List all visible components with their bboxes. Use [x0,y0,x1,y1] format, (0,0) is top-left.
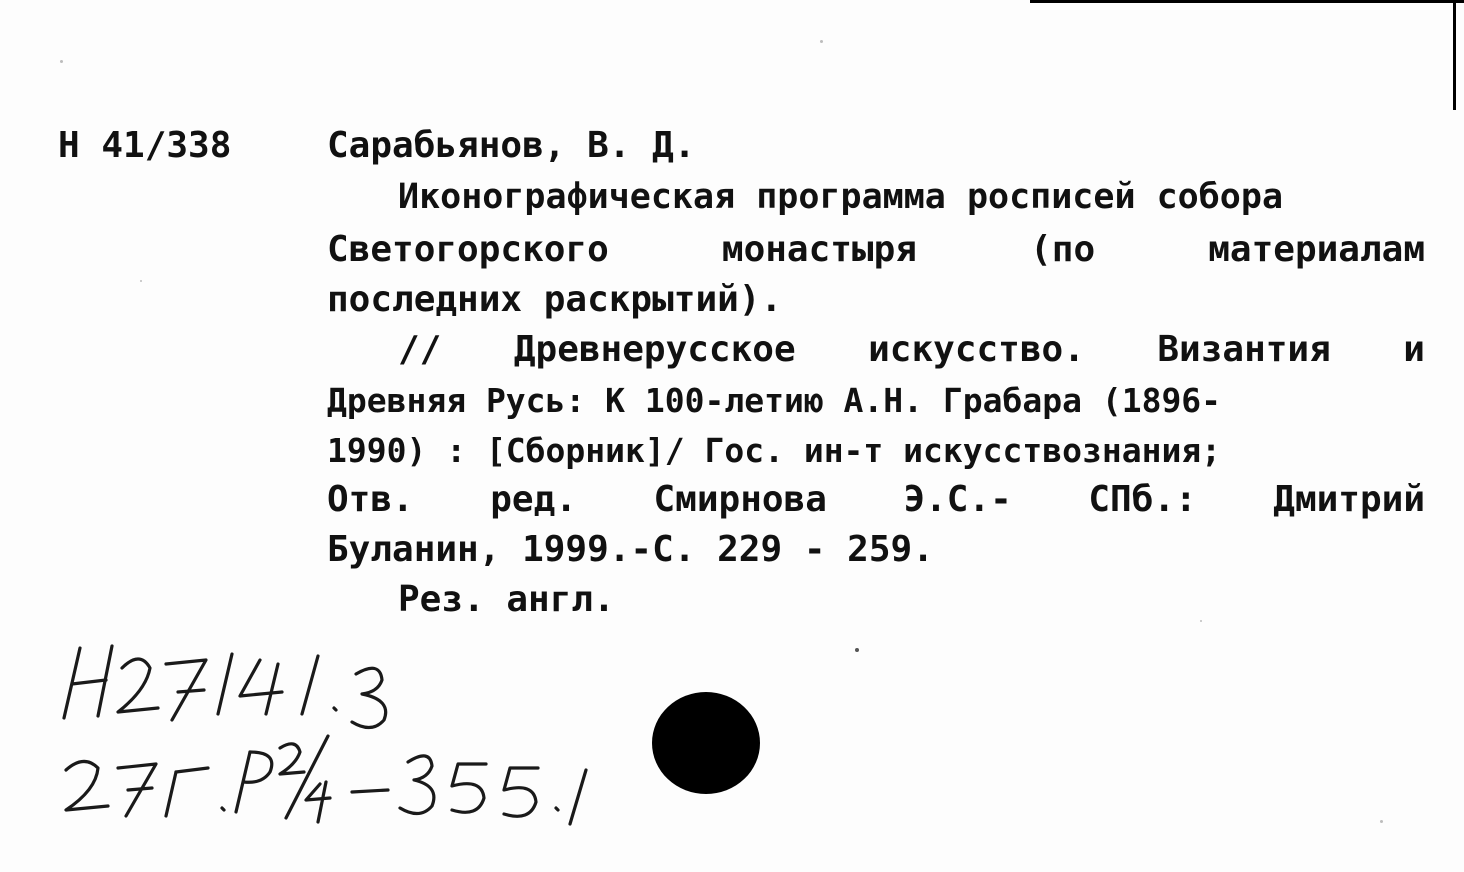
shelfmark: Н 41/338 [58,125,232,166]
hand-stroke [128,788,152,790]
hand-stroke [452,764,486,812]
hand-stroke [222,808,224,810]
hand-stroke [266,664,278,714]
source-word: Византия [1157,329,1331,370]
title-line-3: последних раскрытий). [327,279,783,320]
source-word: // [398,329,442,370]
hand-stroke [570,770,586,824]
title-word: (по [1030,229,1096,270]
hand-stroke [504,768,538,816]
source-word: ред. [490,479,577,520]
hand-stroke [178,690,204,692]
source-word: искусство. [868,329,1085,370]
summary-note: Рез. англ. [398,579,615,620]
hand-stroke [400,756,434,814]
hand-stroke [176,768,208,772]
title-word: материалам [1208,229,1425,270]
punch-hole [652,692,760,794]
hand-stroke [118,659,158,712]
hand-stroke [72,680,106,684]
hand-stroke [318,782,326,822]
source-word: Отв. [327,479,414,520]
author: Сарабьянов, В. Д. [327,125,696,166]
hand-stroke [302,656,318,714]
source-word: Э.С.- [903,479,1012,520]
title-word: Светогорского [327,229,609,270]
hand-stroke [166,772,176,816]
title-word: монастыря [721,229,917,270]
source-line-3: 1990) : [Сборник]/ Гос. ин-т искусствознания; [327,431,1222,470]
hand-stroke [218,654,232,714]
source-word: СПб.: [1088,479,1197,520]
hand-stroke [556,808,558,810]
source-word: Дмитрий [1273,479,1425,520]
hand-stroke [66,761,108,810]
source-line-2: Древняя Русь: К 100-летию А.Н. Грабара (1896- [327,381,1222,420]
hand-stroke [334,708,336,710]
hand-stroke [352,668,386,727]
source-word: Древнерусское [513,329,796,370]
source-line-5: Буланин, 1999.-С. 229 - 259. [327,529,934,570]
hand-stroke [280,744,304,774]
title-line-1: Иконографическая программа росписей собора [398,177,1284,217]
source-word: и [1403,329,1425,370]
hand-stroke [352,790,388,792]
source-word: Смирнова [653,479,827,520]
